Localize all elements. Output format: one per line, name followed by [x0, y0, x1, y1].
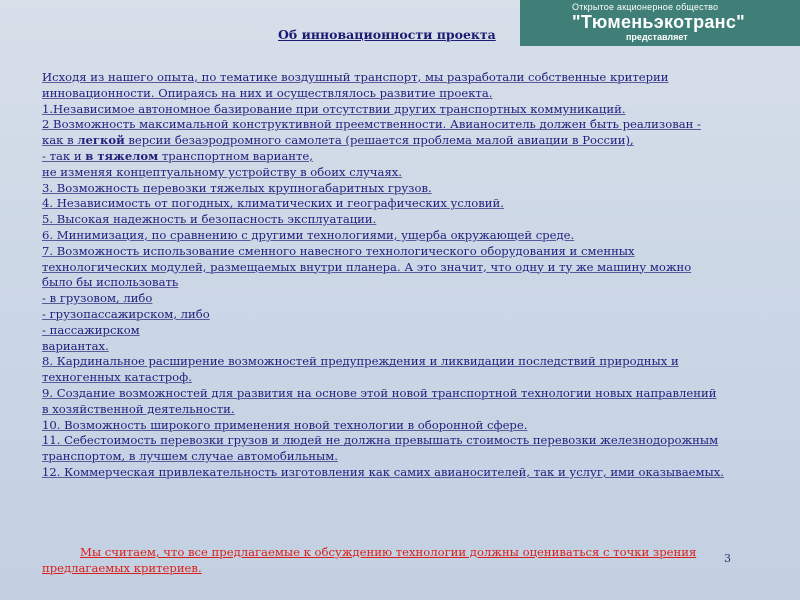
text-line: вариантах.	[42, 338, 109, 353]
criterion-item: 4. Независимость от погодных, климатических и географических условий.	[42, 196, 504, 211]
banner-company-type: Открытое акционерное общество	[572, 2, 719, 12]
criterion-item: 1.Независимое автономное базирование при отсутствии других транспортных коммуникаций.	[42, 101, 626, 116]
banner-company-name: "Тюменьэкотранс"	[572, 12, 745, 32]
criterion-item: 10. Возможность широкого применения новой технологии в оборонной сфере.	[42, 417, 528, 432]
text-line: технологических модулей, размещаемых внутри планера. А это значит, что одну и ту же машину можно	[42, 259, 692, 274]
sub-item: - грузопассажирском, либо	[42, 306, 210, 321]
conclusion-line: Мы считаем, что все предлагаемые к обсуждению технологии должны оцениваться с точки зрения	[80, 545, 697, 559]
criterion-item: 8. Кардинальное расширение возможностей предупреждения и ликвидации последствий природных и	[42, 354, 679, 369]
criterion-item: 6. Минимизация, по сравнению с другими технологиями, ущерба окружающей среде.	[42, 227, 575, 242]
criterion-item: 9. Создание возможностей для развития на основе этой новой транспортной технологии новых направлений	[42, 385, 717, 400]
text-line: инновационности. Опираясь на них и осуществлялось развитие проекта.	[42, 85, 493, 100]
text-line: - так и в тяжелом транспортном варианте,	[42, 148, 313, 163]
criterion-item: 11. Себестоимость перевозки грузов и людей не должна превышать стоимость перевозки железнодорожным	[42, 433, 719, 448]
conclusion-text	[42, 545, 774, 577]
text-line: было бы использовать	[42, 275, 179, 290]
criteria-list	[42, 70, 774, 481]
text-line: не изменяя концептуальному устройству в обоих случаях.	[42, 164, 402, 179]
sub-item: - пассажирском	[42, 322, 140, 337]
text-line: как в легкой версии безаэродромного самолета (решается проблема малой авиации в России),	[42, 133, 634, 148]
text-line: транспортом, в лучшем случае автомобильным.	[42, 449, 338, 464]
text-line: техногенных катастроф.	[42, 370, 192, 385]
criterion-item: 7. Возможность использование сменного навесного технологического оборудования и сменных	[42, 243, 635, 258]
company-banner	[520, 0, 800, 46]
conclusion-line: предлагаемых критериев.	[42, 560, 202, 575]
text-line: в хозяйственной деятельности.	[42, 401, 235, 416]
criterion-item: 12. Коммерческая привлекательность изготовления как самих авианосителей, так и услуг, ими оказываемых.	[42, 464, 724, 479]
emphasis: легкой	[77, 133, 125, 148]
page-number: 3	[724, 552, 731, 565]
slide-title: Об инновационности проекта	[278, 27, 496, 42]
criterion-item: 5. Высокая надежность и безопасность эксплуатации.	[42, 212, 377, 227]
criterion-item: 2 Возможность максимальной конструктивной преемственности. Авианоситель должен быть реализован -	[42, 117, 701, 132]
sub-item: - в грузовом, либо	[42, 291, 153, 306]
banner-presents: представляет	[626, 32, 688, 42]
criterion-item: 3. Возможность перевозки тяжелых крупногабаритных грузов.	[42, 180, 432, 195]
emphasis: в тяжелом	[85, 148, 159, 163]
text-line: Исходя из нашего опыта, по тематике воздушный транспорт, мы разработали собственные критерии	[42, 70, 669, 84]
